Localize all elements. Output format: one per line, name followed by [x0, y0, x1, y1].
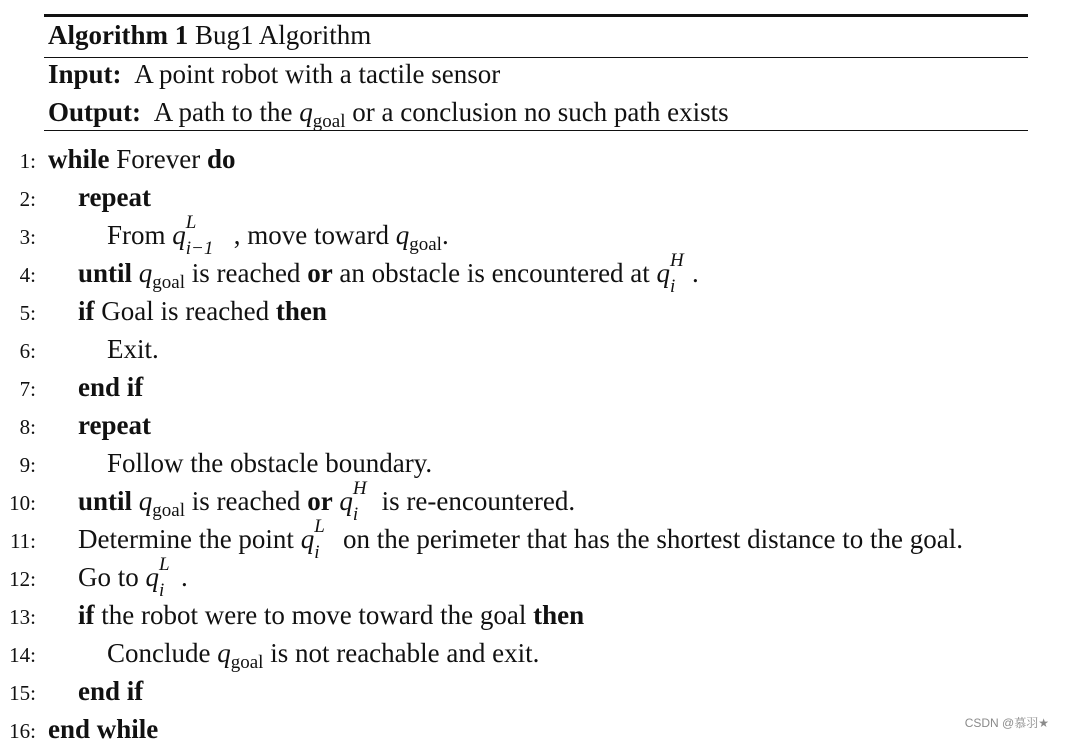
keyword-repeat: repeat: [78, 410, 151, 440]
line-text: Forever: [116, 144, 201, 174]
algorithm-line-12: 12: Go to q L i .: [0, 558, 188, 596]
line-number: 7:: [19, 377, 36, 401]
q-goal-symbol: $q_{goal}$: [138, 486, 185, 521]
line-number: 6:: [19, 339, 36, 363]
header-rule: [44, 130, 1028, 131]
csdn-watermark: CSDN @慕羽★: [964, 716, 1049, 730]
line-number: 15:: [9, 681, 36, 705]
algorithm-line-14: [0, 634, 539, 672]
line-number: 8:: [19, 415, 36, 439]
keyword-do: do: [206, 144, 236, 174]
q-h-i-symbol: q H i: [339, 478, 367, 525]
line-number: 4:: [19, 263, 36, 287]
line-text: on the perimeter that has the shortest distance to the goal.: [342, 524, 964, 554]
output-label: Output:: [48, 97, 142, 127]
keyword-if: if: [78, 296, 95, 326]
line-number: 10:: [9, 491, 36, 515]
keyword-while: while: [48, 144, 110, 174]
line-text: , move toward: [233, 220, 389, 250]
keyword-end-if: end if: [78, 676, 144, 706]
line-text: From: [107, 220, 166, 250]
output-text-post: or a conclusion no such path exists: [352, 97, 729, 127]
algorithm-line-9: [0, 444, 432, 482]
algorithm-line-8: [0, 406, 151, 444]
line-number: 14:: [9, 643, 36, 667]
q-goal-symbol: $q_{goal}$: [138, 258, 185, 293]
line-text: Follow the obstacle boundary.: [107, 448, 433, 478]
line-number: 16:: [9, 719, 36, 743]
algorithm-line-3: 3: From q L i−1 , move toward $q_{goal}$.: [0, 216, 449, 254]
line-text: is re-encountered.: [381, 486, 576, 516]
line-number: 9:: [19, 453, 36, 477]
q-l-i-symbol: q L i: [300, 516, 325, 563]
algorithm-line-11: [0, 516, 964, 563]
keyword-or: or: [307, 486, 333, 516]
q-goal-symbol: $q_{goal}$: [395, 220, 442, 255]
algorithm-line-1: [0, 140, 236, 178]
keyword-end-while: end while: [48, 714, 159, 744]
input-label: Input:: [48, 59, 122, 89]
keyword-end-if: end if: [78, 372, 144, 402]
q-l-i-symbol: q L i: [145, 554, 170, 601]
algorithm-line-7: [0, 368, 143, 406]
q-l-i-minus-1-symbol: q L i−1: [172, 212, 214, 259]
algorithm-line-6: [0, 330, 159, 368]
line-number: 5:: [19, 301, 36, 325]
q-goal-symbol: $q_{goal}$: [299, 97, 346, 132]
algorithm-line-16: [0, 710, 158, 748]
line-number: 1:: [19, 149, 36, 173]
algorithm-line-15: [0, 672, 143, 710]
line-text: Exit.: [107, 334, 159, 364]
output-text-pre: A path to the: [153, 97, 293, 127]
keyword-then: then: [533, 600, 585, 630]
algorithm-label: Algorithm 1: [48, 20, 189, 50]
algorithm-output: [48, 94, 729, 130]
line-text: Go to: [78, 562, 139, 592]
keyword-until: until: [78, 486, 133, 516]
algorithm-line-2: [0, 178, 151, 216]
line-number: 11:: [9, 529, 36, 553]
keyword-or: or: [307, 258, 333, 288]
line-text: the robot were to move toward the goal: [101, 600, 527, 630]
q-goal-symbol: $q_{goal}$: [217, 638, 264, 673]
algorithm-line-10: [0, 478, 576, 525]
input-text: A point robot with a tactile sensor: [134, 59, 501, 89]
keyword-if: if: [78, 600, 95, 630]
q-h-i-symbol: q H i: [656, 250, 684, 297]
line-text: is not reachable and exit.: [270, 638, 540, 668]
line-number: 2:: [19, 187, 36, 211]
algorithm-input: [48, 56, 500, 92]
line-text: an obstacle is encountered at: [339, 258, 650, 288]
line-number: 12:: [9, 567, 36, 591]
line-number: 3:: [19, 225, 36, 249]
algorithm-line-13: [0, 596, 584, 634]
line-text: is reached: [191, 486, 301, 516]
algorithm-title: [48, 17, 371, 53]
line-text: is reached: [191, 258, 301, 288]
keyword-repeat: repeat: [78, 182, 151, 212]
algorithm-name: Bug1 Algorithm: [194, 20, 372, 50]
line-text: Conclude: [107, 638, 211, 668]
line-text: Goal is reached: [101, 296, 270, 326]
line-number: 13:: [9, 605, 36, 629]
line-text: Determine the point: [78, 524, 294, 554]
algorithm-line-4: 4: until $q_{goal}$ is reached or an obstacle is encountered at q H i .: [0, 254, 699, 292]
algorithm-line-5: [0, 292, 327, 330]
keyword-then: then: [275, 296, 327, 326]
keyword-until: until: [78, 258, 133, 288]
